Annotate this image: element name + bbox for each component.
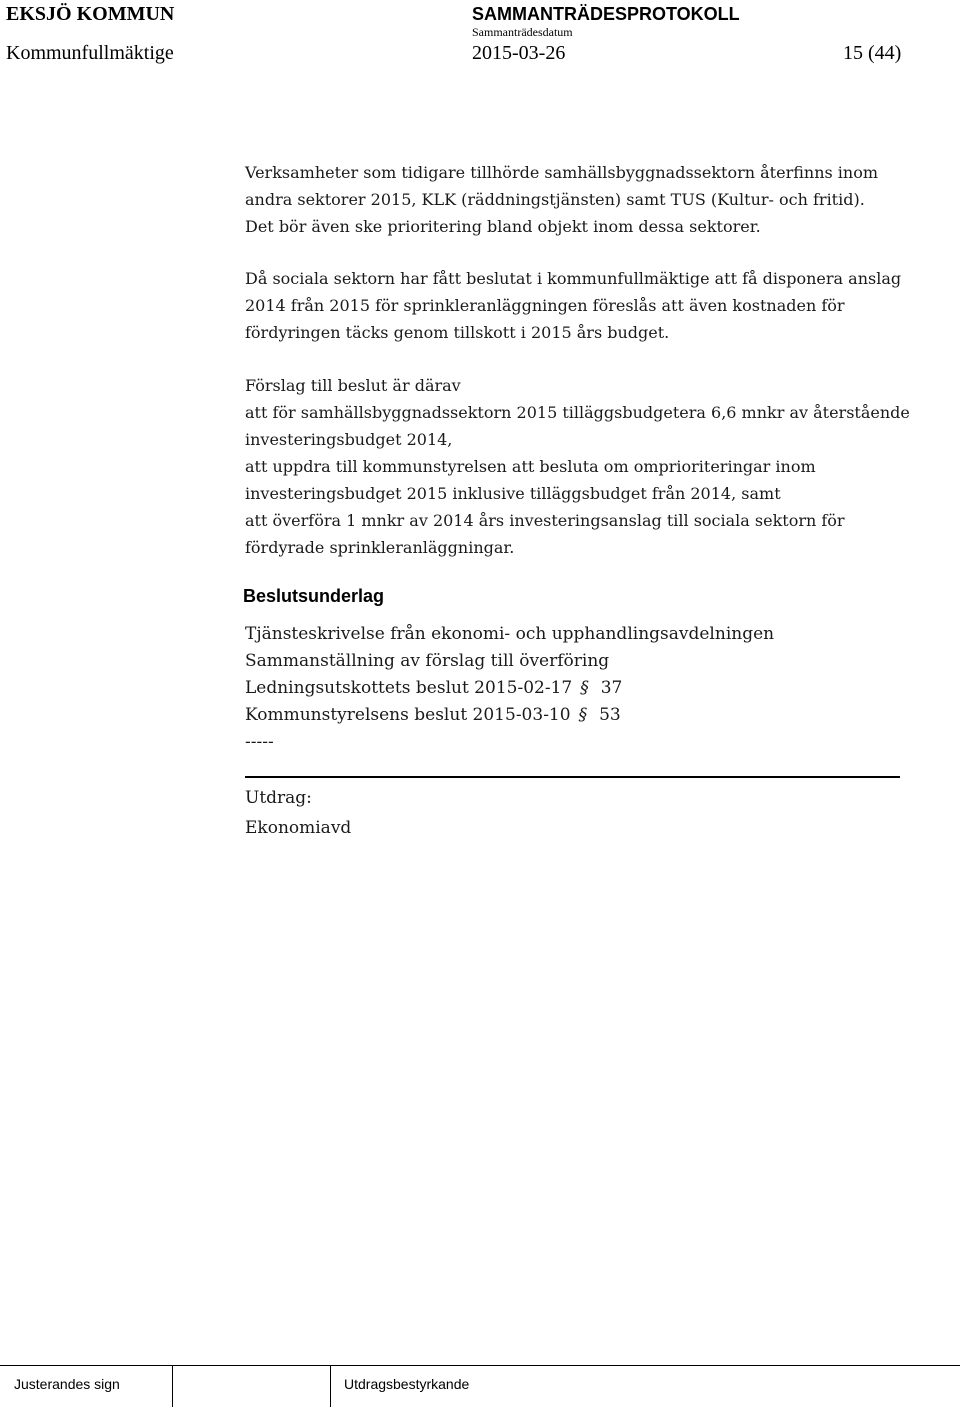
reference-item: Kommunstyrelsens beslut 2015-03-10 § 53 [245, 705, 621, 725]
text-line: att överföra 1 mnkr av 2014 års investeringsanslag till sociala sektorn för [245, 511, 845, 530]
footer-divider [172, 1365, 173, 1407]
text-line: Det bör även ske prioritering bland objekt inom dessa sektorer. [245, 217, 761, 236]
paragraph-2 [245, 265, 901, 346]
document-type: SAMMANTRÄDESPROTOKOLL [472, 4, 740, 24]
text-line: Verksamheter som tidigare tillhörde samhällsbyggnadssektorn återfinns inom [245, 163, 879, 182]
paragraph-3 [245, 372, 910, 561]
text-line: Förslag till beslut är därav [245, 376, 461, 395]
paragraph-1 [245, 159, 878, 240]
reference-item: ----- [245, 732, 274, 752]
text-line: andra sektorer 2015, KLK (räddningstjänsten) samt TUS (Kultur- och fritid). [245, 190, 865, 209]
footer-top-border [0, 1365, 960, 1366]
text-line: fördyrade sprinkleranläggningar. [245, 538, 515, 557]
divider-rule [245, 776, 900, 778]
reference-list [245, 621, 774, 756]
utdrag-label: Utdrag: [245, 788, 312, 808]
signature-field-label: Justerandes sign [14, 1376, 120, 1392]
page-number: 15 (44) [843, 42, 902, 64]
reference-item: Sammanställning av förslag till överföring [245, 651, 610, 671]
text-line: att uppdra till kommunstyrelsen att besluta om omprioriteringar inom [245, 457, 816, 476]
date-label: Sammanträdesdatum [472, 25, 573, 39]
text-line: 2014 från 2015 för sprinkleranläggningen föreslås att även kostnaden för [245, 296, 845, 315]
text-line: investeringsbudget 2015 inklusive tilläggsbudget från 2014, samt [245, 484, 781, 503]
text-line: att för samhällsbyggnadssektorn 2015 tilläggsbudgetera 6,6 mnkr av återstående [245, 403, 910, 422]
utdrag-block [245, 783, 351, 843]
utdrag-recipient: Ekonomiavd [245, 818, 352, 838]
section-sign: § [578, 705, 588, 725]
certification-field-label: Utdragsbestyrkande [344, 1376, 470, 1392]
text-line: fördyringen täcks genom tillskott i 2015 års budget. [245, 323, 670, 342]
text-line: Då sociala sektorn har fått beslutat i kommunfullmäktige att få disponera anslag [245, 269, 902, 288]
reference-item: Ledningsutskottets beslut 2015-02-17 § 37 [245, 678, 623, 698]
footer-divider [330, 1365, 331, 1407]
text-line: investeringsbudget 2014, [245, 430, 453, 449]
section-sign: § [580, 678, 589, 698]
meeting-date: 2015-03-26 [472, 42, 566, 64]
section-heading: Beslutsunderlag [243, 586, 385, 606]
committee-name: Kommunfullmäktige [6, 42, 174, 64]
organization-name: EKSJÖ KOMMUN [6, 3, 175, 25]
reference-item: Tjänsteskrivelse från ekonomi- och upphandlingsavdelningen [245, 624, 775, 644]
